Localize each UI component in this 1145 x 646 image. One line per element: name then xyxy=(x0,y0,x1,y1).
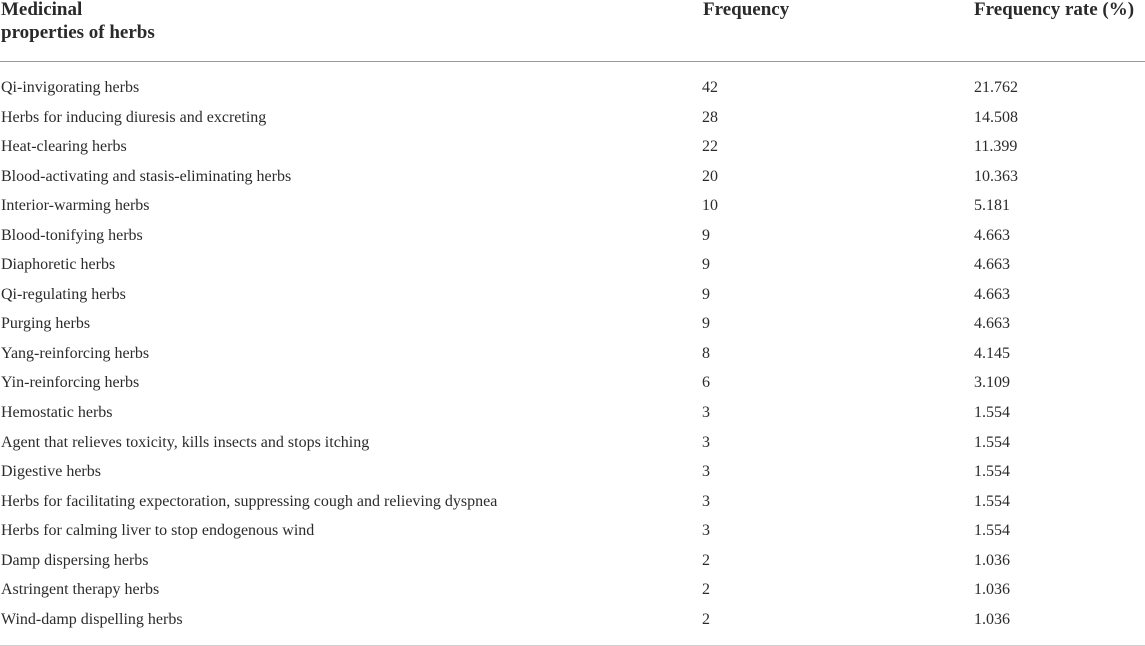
frequency-cell: 3 xyxy=(702,404,710,422)
table-row xyxy=(0,103,1145,133)
frequency-cell: 2 xyxy=(702,610,710,628)
frequency-rate-cell: 3.109 xyxy=(974,374,1010,392)
frequency-rate-cell: 1.554 xyxy=(974,492,1010,510)
table-row xyxy=(0,575,1145,605)
table-row xyxy=(0,368,1145,398)
frequency-rate-cell: 5.181 xyxy=(974,197,1010,215)
frequency-cell: 9 xyxy=(702,256,710,274)
herb-property-cell: Yin-reinforcing herbs xyxy=(1,374,140,392)
frequency-cell: 8 xyxy=(702,344,710,362)
herb-property-cell: Herbs for facilitating expectoration, suppressing cough and relieving dyspnea xyxy=(1,492,498,510)
frequency-cell: 9 xyxy=(702,285,710,303)
table-row xyxy=(0,250,1145,280)
herb-property-cell: Diaphoretic herbs xyxy=(1,256,116,274)
frequency-cell: 42 xyxy=(702,79,718,96)
herb-property-cell: Heat-clearing herbs xyxy=(1,138,127,156)
table-row xyxy=(0,280,1145,310)
table-row xyxy=(0,221,1145,251)
frequency-rate-cell: 4.663 xyxy=(974,226,1010,244)
frequency-rate-cell: 4.663 xyxy=(974,315,1010,333)
herb-property-cell: Wind-damp dispelling herbs xyxy=(1,610,183,628)
frequency-rate-cell: 1.036 xyxy=(974,551,1010,569)
herb-property-cell: Digestive herbs xyxy=(1,463,101,481)
frequency-rate-cell: 4.663 xyxy=(974,285,1010,303)
frequency-rate-cell: 21.762 xyxy=(974,79,1018,96)
herb-property-cell: Hemostatic herbs xyxy=(1,404,113,422)
frequency-rate-cell: 10.363 xyxy=(974,167,1018,185)
herb-property-cell: Agent that relieves toxicity, kills insects and stops itching xyxy=(1,433,370,451)
table-header xyxy=(0,0,1145,60)
frequency-cell: 6 xyxy=(702,374,710,392)
frequency-rate-cell: 4.145 xyxy=(974,344,1010,362)
frequency-cell: 22 xyxy=(702,138,718,156)
table-row xyxy=(0,487,1145,517)
herb-property-cell: Damp dispersing herbs xyxy=(1,551,149,569)
herb-property-cell: Yang-reinforcing herbs xyxy=(1,344,150,362)
frequency-cell: 9 xyxy=(702,226,710,244)
table-row xyxy=(0,428,1145,458)
frequency-rate-cell: 1.554 xyxy=(974,463,1010,481)
frequency-cell: 10 xyxy=(702,197,718,215)
header-frequency-rate: Frequency rate (%) xyxy=(974,0,1135,20)
frequency-rate-cell: 1.036 xyxy=(974,581,1010,599)
table-row xyxy=(0,162,1145,192)
frequency-cell: 3 xyxy=(702,433,710,451)
frequency-rate-cell: 1.554 xyxy=(974,433,1010,451)
header-divider xyxy=(0,61,1145,62)
herb-property-cell: Blood-activating and stasis-eliminating herbs xyxy=(1,167,292,185)
herb-property-cell: Purging herbs xyxy=(1,315,91,333)
frequency-cell: 28 xyxy=(702,108,718,126)
table-row xyxy=(0,398,1145,428)
header-medicinal-properties: Medicinal properties of herbs xyxy=(1,0,155,43)
frequency-rate-cell: 4.663 xyxy=(974,256,1010,274)
herb-property-cell: Qi-invigorating herbs xyxy=(1,79,140,96)
herb-property-cell: Qi-regulating herbs xyxy=(1,285,126,303)
table-row xyxy=(0,309,1145,339)
frequency-rate-cell: 1.554 xyxy=(974,404,1010,422)
herb-property-cell: Interior-warming herbs xyxy=(1,197,150,215)
frequency-rate-cell: 14.508 xyxy=(974,108,1018,126)
table-row xyxy=(0,339,1145,369)
table-row xyxy=(0,546,1145,576)
frequency-cell: 9 xyxy=(702,315,710,333)
frequency-rate-cell: 1.554 xyxy=(974,522,1010,540)
table-body xyxy=(0,73,1145,634)
table-row xyxy=(0,132,1145,162)
table-row xyxy=(0,516,1145,546)
frequency-cell: 20 xyxy=(702,167,718,185)
frequency-cell: 3 xyxy=(702,522,710,540)
frequency-cell: 3 xyxy=(702,492,710,510)
herb-property-cell: Astringent therapy herbs xyxy=(1,581,160,599)
herb-property-cell: Herbs for calming liver to stop endogenous wind xyxy=(1,522,315,540)
frequency-cell: 2 xyxy=(702,551,710,569)
herb-property-cell: Blood-tonifying herbs xyxy=(1,226,143,244)
table-row xyxy=(0,73,1145,103)
table-row xyxy=(0,605,1145,635)
frequency-cell: 3 xyxy=(702,463,710,481)
frequency-rate-cell: 1.036 xyxy=(974,610,1010,628)
header-frequency: Frequency xyxy=(703,0,790,20)
frequency-rate-cell: 11.399 xyxy=(974,138,1018,156)
table-row xyxy=(0,457,1145,487)
frequency-cell: 2 xyxy=(702,581,710,599)
herb-property-cell: Herbs for inducing diuresis and excreting xyxy=(1,108,267,126)
table-row xyxy=(0,191,1145,221)
